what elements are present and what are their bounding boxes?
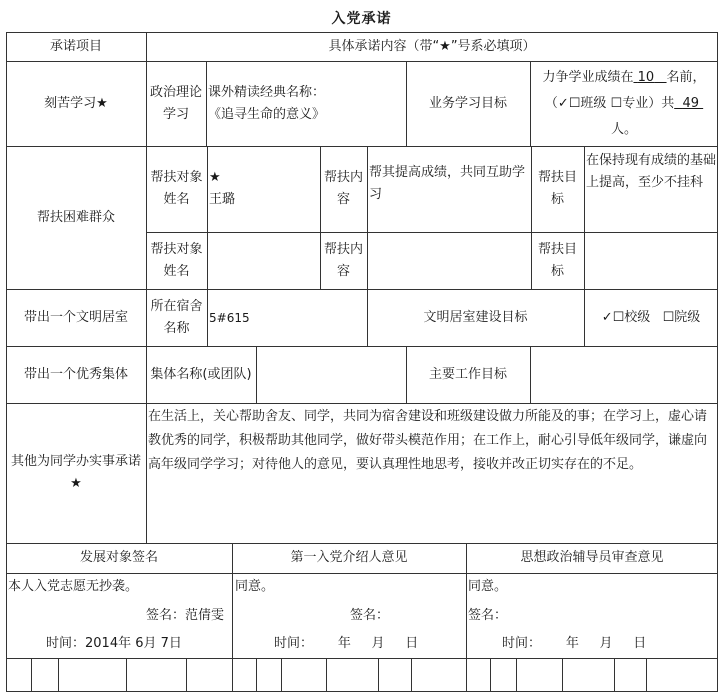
counselor-signature-label: 签名： [468,608,508,623]
theory-study-label: 政治理论学习 [149,84,202,122]
help-target-value-2 [207,232,320,289]
applicant-signature-line: 签名：范倩雯 [146,608,225,623]
other-label: 其他为同学办实事承诺★ [10,454,141,491]
goal-rank-line: 力争学业成绩在 10 名前， [542,69,706,85]
applicant-date: 2014年 6月 7日 [85,636,182,651]
help-target-name: 王璐 [209,192,236,207]
help-goal-value-2 [584,232,718,289]
help-goal-value-1: 在保持现有成绩的基础上提高，至少不挂科 [586,153,717,190]
counselor-opinion: 同意。 [468,579,508,594]
school-level-checkmark: ✓ [601,309,613,325]
introducer-signature-label: 签名： [350,608,390,623]
dorm-goal-label: 文明居室建设目标 [423,309,528,325]
help-content-label-1: 帮扶内容 [323,170,363,207]
introducer-time-line: 时间： 年 月 日 [274,636,419,651]
help-content-label-2: 帮扶内容 [323,241,363,279]
goal-total-value: 49 [682,95,700,111]
help-goal-label-2: 帮扶目标 [537,241,577,279]
applicant-name: 范倩雯 [185,608,225,623]
header-content-column: 具体承诺内容（带“★”号系必填项） [328,38,536,54]
help-target-value-1 [207,146,320,232]
goal-rank-value: 10 [637,69,655,85]
other-commitment-text: 在生活上，关心帮助舍友、同学，共同为宿舍建设和班级建设做力所能及的事；在学习上，虚心请教优秀的同学，积极帮助其他同学，做好带头模范作用；在工作上，耐心引导低年级同学，谦虚向高年级同学学习；对待他人的意见，要认真理性地思考，接收并改正切实存在的不足。 [148,409,708,472]
counselor-review-block [466,573,718,658]
school-level-checkbox: ☐校级 [612,309,651,325]
dorm-goal-value [584,289,718,346]
introducer-opinion-header: 第一入党介绍人意见 [290,550,408,565]
counselor-time-line: 时间： 年 月 日 [502,636,647,651]
counselor-review-header: 思想政治辅导员审查意见 [520,550,664,565]
applicant-time-line: 时间：2014年 6月 7日 [46,636,182,651]
academic-goal-value [530,61,718,146]
class-checkbox: ☐班级 [568,95,607,111]
applicant-statement: 本人入党志愿无抄袭。 [8,579,139,594]
group-name-label: 集体名称(或团队) [150,366,252,382]
header-item-column: 承诺项目 [49,38,102,54]
class-checkmark: ✓ [557,95,569,111]
help-label: 帮扶困难群众 [36,209,115,225]
college-level-checkbox: ☐院级 [662,309,701,325]
classic-reading-cell [206,61,406,146]
applicant-signature-header: 发展对象签名 [79,550,158,565]
study-label: 刻苦学习★ [44,95,108,111]
introducer-opinion: 同意。 [235,579,275,594]
dorm-room-value: 5#615 [209,310,250,325]
goal-scope-line: （✓☐班级 ☐专业）共 49 [545,91,703,117]
major-checkbox: ☐专业）共 [610,95,675,111]
applicant-signature-block [6,573,232,658]
goal-suffix: 人。 [610,121,637,137]
help-target-label-2: 帮扶对象姓名 [150,241,203,279]
classic-reading-label: 课外精读经典名称： [208,84,326,100]
help-content-value-1: 帮其提高成绩，共同互助学习 [369,165,526,202]
group-name-value [256,346,406,403]
group-goal-value [530,346,718,403]
required-star: ★ [209,170,221,185]
dorm-room-label: 所在宿舍名称 [150,298,203,336]
dorm-label: 带出一个文明居室 [23,309,128,325]
page-title: 入党承诺 [331,11,392,27]
introducer-opinion-block [232,573,466,658]
group-goal-label: 主要工作目标 [428,366,507,382]
help-target-label-1: 帮扶对象姓名 [150,170,203,207]
help-content-value-2 [367,232,531,289]
group-label: 带出一个优秀集体 [23,366,128,382]
classic-reading-title: 《追寻生命的意义》 [208,106,326,122]
help-goal-label-1: 帮扶目标 [537,170,577,207]
academic-goal-label: 业务学习目标 [428,95,507,111]
